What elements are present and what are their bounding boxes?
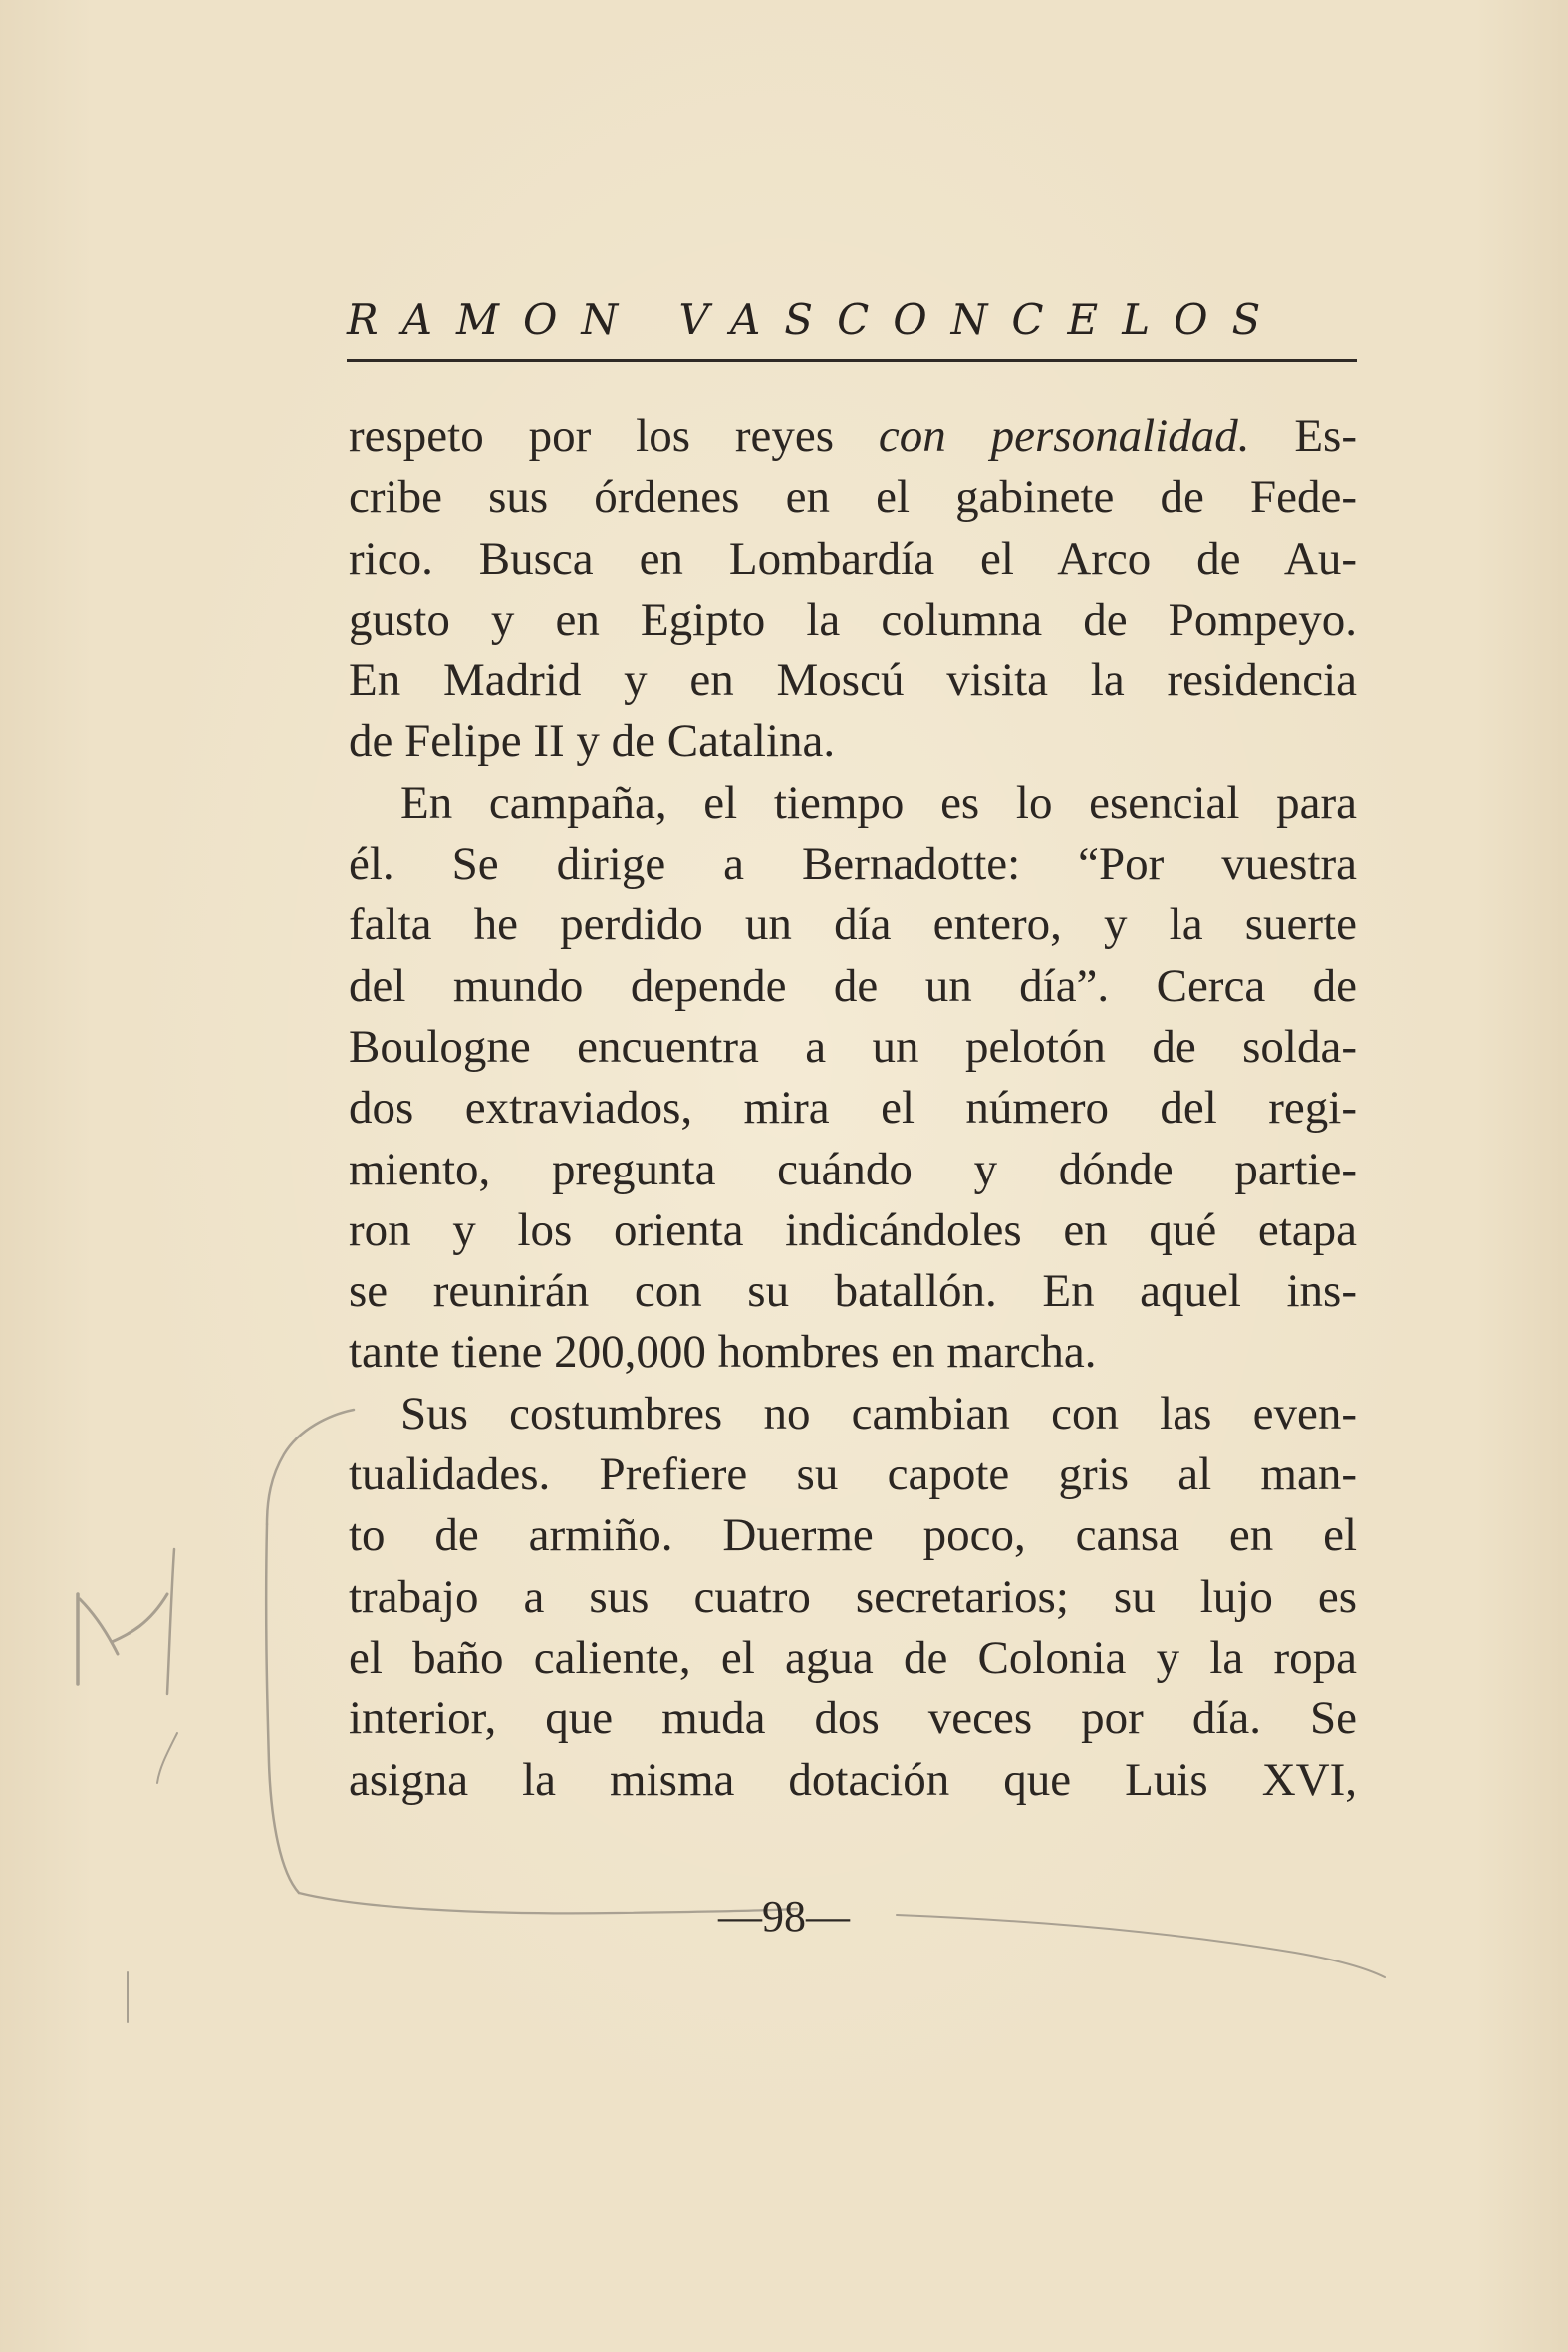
body-text: [349, 406, 1357, 1811]
text-line: dos extraviados, mira el número del regi-: [349, 1082, 1357, 1135]
paragraph-start-line: En campaña, el tiempo es lo esencial para: [400, 776, 1357, 829]
text-line: interior, que muda dos veces por día. Se: [349, 1693, 1357, 1745]
text-line-start: respeto por los reyes: [349, 410, 879, 462]
text-line-end: Es-: [1249, 410, 1357, 462]
text-line: del mundo depende de un día”. Cerca de: [349, 959, 1357, 1012]
text-line: to de armiño. Duerme poco, cansa en el: [349, 1509, 1357, 1562]
text-line: trabajo a sus cuatro secretarios; su lujo es: [349, 1570, 1357, 1623]
text-line: tualidades. Prefiere su capote gris al man-: [349, 1448, 1357, 1501]
text-line: ron y los orienta indicándoles en qué etapa: [349, 1203, 1357, 1256]
text-line: [349, 406, 1357, 467]
text-line: asigna la misma dotación que Luis XVI,: [349, 1753, 1357, 1806]
running-head: RAMON VASCONCELOS: [347, 295, 1285, 344]
text-line: de Felipe II y de Catalina.: [349, 715, 836, 768]
text-line: miento, pregunta cuándo y dónde partie-: [349, 1143, 1357, 1195]
page-number: —98—: [718, 1892, 850, 1941]
text-line: se reunirán con su batallón. En aquel ins-: [349, 1265, 1357, 1318]
text-line: gusto y en Egipto la columna de Pompeyo.: [349, 593, 1357, 646]
text-line: el baño caliente, el agua de Colonia y la ropa: [349, 1631, 1357, 1684]
text-line: él. Se dirige a Bernadotte: “Por vuestra: [349, 838, 1357, 891]
paragraph-start-line: Sus costumbres no cambian con las even-: [400, 1387, 1357, 1439]
text-line: rico. Busca en Lombardía el Arco de Au-: [349, 532, 1357, 585]
italic-emphasis: con personalidad.: [878, 410, 1250, 462]
text-line: Boulogne encuentra a un pelotón de solda-: [349, 1020, 1357, 1073]
text-line: En Madrid y en Moscú visita la residencia: [349, 654, 1357, 707]
text-line: tante tiene 200,000 hombres en marcha.: [349, 1326, 1097, 1379]
text-line: cribe sus órdenes en el gabinete de Fede-: [349, 471, 1357, 524]
text-line: falta he perdido un día entero, y la suerte: [349, 899, 1357, 951]
header-rule: [347, 359, 1357, 362]
